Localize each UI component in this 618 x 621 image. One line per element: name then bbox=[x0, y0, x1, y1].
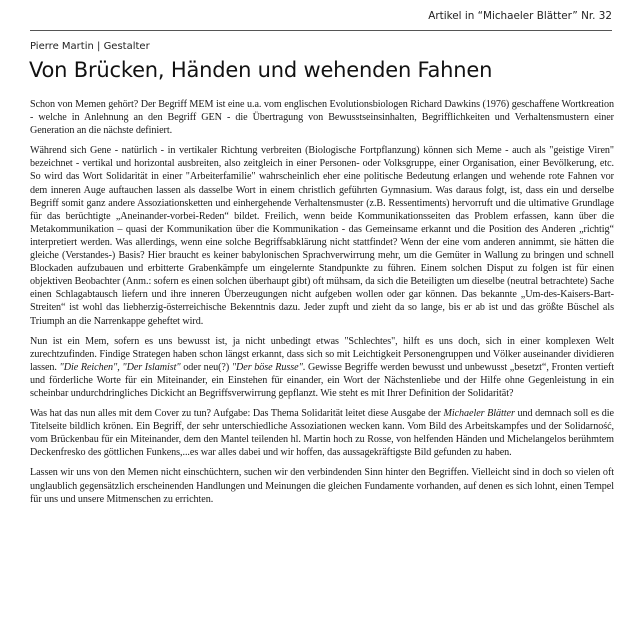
header-divider bbox=[30, 30, 612, 31]
paragraph-4-text-a: Was hat das nun alles mit dem Cover zu tun? Aufgabe: Das Thema Solidarität leitet diese Ausgabe der bbox=[30, 408, 444, 420]
author-name: Pierre Martin bbox=[30, 41, 94, 52]
byline bbox=[30, 41, 150, 52]
article-title: Von Brücken, Händen und wehenden Fahnen bbox=[29, 58, 493, 82]
quote-die-reichen: "Die Reichen" bbox=[59, 361, 118, 373]
paragraph-1: Schon von Memen gehört? Der Begriff MEM ist eine u.a. vom englischen Evolutionsbiologen Richard Dawkins (1976) geschaffene Wortkreation - welche in Anlehnung an den Begriff GEN - die Übertragung von Bewusstseinsinhalten, Begrifflichkeiten und Verhaltensmustern einer Generation an die nächste definiert. bbox=[30, 99, 614, 137]
paragraph-3 bbox=[30, 335, 614, 400]
paragraph-3-text-b: oder neu(?) bbox=[180, 361, 232, 373]
paragraph-3-sep: , bbox=[117, 361, 123, 373]
article-reference: Artikel in “Michaeler Blätter” Nr. 32 bbox=[428, 10, 612, 22]
article-body bbox=[30, 98, 614, 513]
quote-der-islamist: "Der Islamist" bbox=[122, 361, 181, 373]
paragraph-3-text-a: Nun ist ein Mem, sofern es uns bewusst ist, ja nicht unbedingt etwas "Schlechtes", hilft es uns doch, sich in einer komplexen Welt zurechtzufinden. Findige Strategen haben schon längst erkannt, dass sich so mit Leichtigkeit Personengruppen und Völker auseinander dividieren lassen. bbox=[30, 335, 614, 373]
paragraph-5: Lassen wir uns von den Memen nicht einschüchtern, suchen wir den verbindenden Sinn hinter den Begriffen. Vielleicht sind in doch so vielen oft unglaublich gegensätzlich erscheinenden Handlungen und Meinungen die gleichen Fundamente vorhanden, auf denen es sich lohnt, einen Tempel für uns und unsere Mitmenschen zu errichten. bbox=[30, 467, 614, 505]
byline-separator: | bbox=[97, 41, 101, 52]
magazine-name: Michaeler Blätter bbox=[443, 408, 515, 420]
paragraph-3-text-c: . Gewisse Begriffe werden bewusst und unbewusst „besetzt“, Fronten vertieft und förderliche Worte für ein Miteinander, ein Einstehen für einander, ein Wort der Nächstenliebe und der Hilfe ohne Gegenleistung in ein scheinbar undurchdringliches Dickicht an Begriffsverwirrung gepflanzt. Wie steht es mit Ihrer Definition der Solidarität? bbox=[30, 361, 614, 399]
quote-der-boese-russe: "Der böse Russe" bbox=[231, 361, 303, 373]
paragraph-2: Während sich Gene - natürlich - in vertikaler Richtung verbreiten (Biologische Fortpflanzung) können sich Meme - auch als "geistige Viren" bezeichnet - vertikal und horizontal ausbreiten, also zeitgleich in einer Personen- oder Volksgruppe, einer Organisation, einer Bevölkerung, etc. So wird das Wort Solidarität in einer "Arbeiterfamilie" wahrscheinlich eher eine politische Bedeutung erlangen und wehende rote Fahnen vor dem inneren Auge auftauchen lassen als dasselbe Wort in einem christlich geführten Gymnasium. Was daraus folgt, ist, dass ein und derselbe Begriff somit ganz andere Assoziationsketten und einhergehende Verhaltensmuster (z.B. Ressentiments) hervorruft und die ultimative Grundlage für das berüchtigte „Aneinander-vorbei-Reden“ bildet. Freilich, wenn beide Kommunikationsseiten das Problem erfassen, kann über die Metakommunikation – quasi der Kommunikation über die Kommunikation - das Gemeinsame erkannt und die Position des Anderen „richtig“ interpretiert werden. Was allerdings, wenn eine solche Begriffsabklärung nicht stattfindet? Wenn der eine vom anderen annimmt, sie hätten die gleiche (Verstandes-) Basis? Hier braucht es keiner babylonischen Sprachverwirrung mehr, um die Gemüter in Wallung zu bringen und schnell Blockaden aufzubauen und erbitterte Grabenkämpfe um eingelernte Standpunkte zu führen. Einem solchen Disput zu folgen ist für einen objektiven Beobachter (Anm.: sofern es einen solchen überhaupt gibt) oft mühsam, da sich die Beteiligten um dieselbe (neutral betrachtete) Sache einen Schlagabtausch liefern und ihre inneren Überzeugungen nicht aufgeben wollen oder gar können. Das bekannte „Um-des-Kaisers-Bart-Streiten“ ist wohl das liebherzig-österreichische Bekenntnis dazu. Jeder zupft und zieht da so lange, bis er ab ist und das größte Büschel als Triumph an die Narrenkappe geheftet wird. bbox=[30, 145, 614, 327]
author-role: Gestalter bbox=[103, 41, 150, 52]
paragraph-4 bbox=[30, 407, 614, 459]
paragraph-4-text-b: und demnach soll es die Titelseite bildlich krönen. Ein Begriff, der sehr unterschiedliche Assoziationen wecken kann. Vom Bild des Arbeitskampfes und der Solidarność, vom Brückenbau für ein Miteinander, dem den Mantel teilenden hl. Martin hoch zu Rosse, von helfenden Händen und Michelangelos berühmtem Deckenfresko des göttlichen Funkens,...es war alles dabei und wir hoffen, das aussagekräftigste Bild gefunden zu haben. bbox=[30, 408, 614, 459]
